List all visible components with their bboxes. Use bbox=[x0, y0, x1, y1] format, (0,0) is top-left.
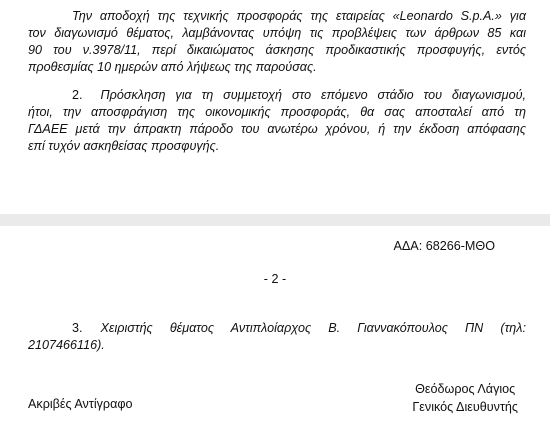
paragraph-1-line-2: τον διαγωνισμό θέματος, λαμβάνοντας υπόψη τις προβλέψεις των άρθρων 85 και bbox=[28, 26, 526, 40]
ada-reference: ΑΔΑ: 68266-ΜΘΟ bbox=[393, 239, 495, 253]
paragraph-2-line-4: επί τυχόν ασκηθείσας προσφυγής. bbox=[28, 139, 220, 153]
paragraph-2 bbox=[28, 87, 526, 155]
paragraph-2-line-3: ΓΔΑΕΕ μετά την άπρακτη πάροδο του ανωτέρω χρόνου, ή την έκδοση απόφασης bbox=[28, 122, 526, 136]
paragraph-1-line-1: Την αποδοχή της τεχνικής προσφοράς της εταιρείας «Leonardo S.p.A.» για bbox=[72, 9, 526, 23]
signatory-name: Θεόδωρος Λάγιος bbox=[415, 382, 516, 396]
document-page-2 bbox=[0, 226, 550, 426]
signature-block bbox=[412, 380, 518, 416]
page-number: - 2 - bbox=[263, 272, 287, 286]
certified-copy-label: Ακριβές Αντίγραφο bbox=[28, 397, 133, 411]
paragraph-1 bbox=[28, 8, 526, 76]
page-separator bbox=[0, 214, 550, 226]
paragraph-3 bbox=[28, 320, 526, 354]
paragraph-3-line-1 bbox=[28, 320, 526, 337]
signatory-title: Γενικός Διευθυντής bbox=[412, 400, 518, 414]
paragraph-2-line-2: ήτοι, την αποσφράγιση της οικονομικής προσφοράς, θα σας αποσταλεί από τη bbox=[28, 105, 526, 119]
paragraph-1-line-3: 90 του ν.3978/11, περί δικαιώματος άσκησης προδικαστικής προσφυγής, εντός bbox=[28, 43, 526, 57]
paragraph-2-line-1-text: Πρόσκληση για τη συμμετοχή στο επόμενο στάδιο του διαγωνισμού, bbox=[100, 88, 526, 102]
paragraph-2-line-1 bbox=[28, 87, 526, 104]
paragraph-3-number: 3. bbox=[72, 321, 83, 335]
paragraph-3-line-1-text: Χειριστής θέματος Αντιπλοίαρχος Β. Γιαννακόπουλος ΠΝ (τηλ: bbox=[100, 321, 526, 335]
paragraph-2-number: 2. bbox=[72, 88, 83, 102]
paragraph-3-line-2: 2107466116). bbox=[28, 338, 105, 352]
paragraph-1-line-4: προθεσμίας 10 ημερών από λήψεως της παρούσας. bbox=[28, 60, 317, 74]
